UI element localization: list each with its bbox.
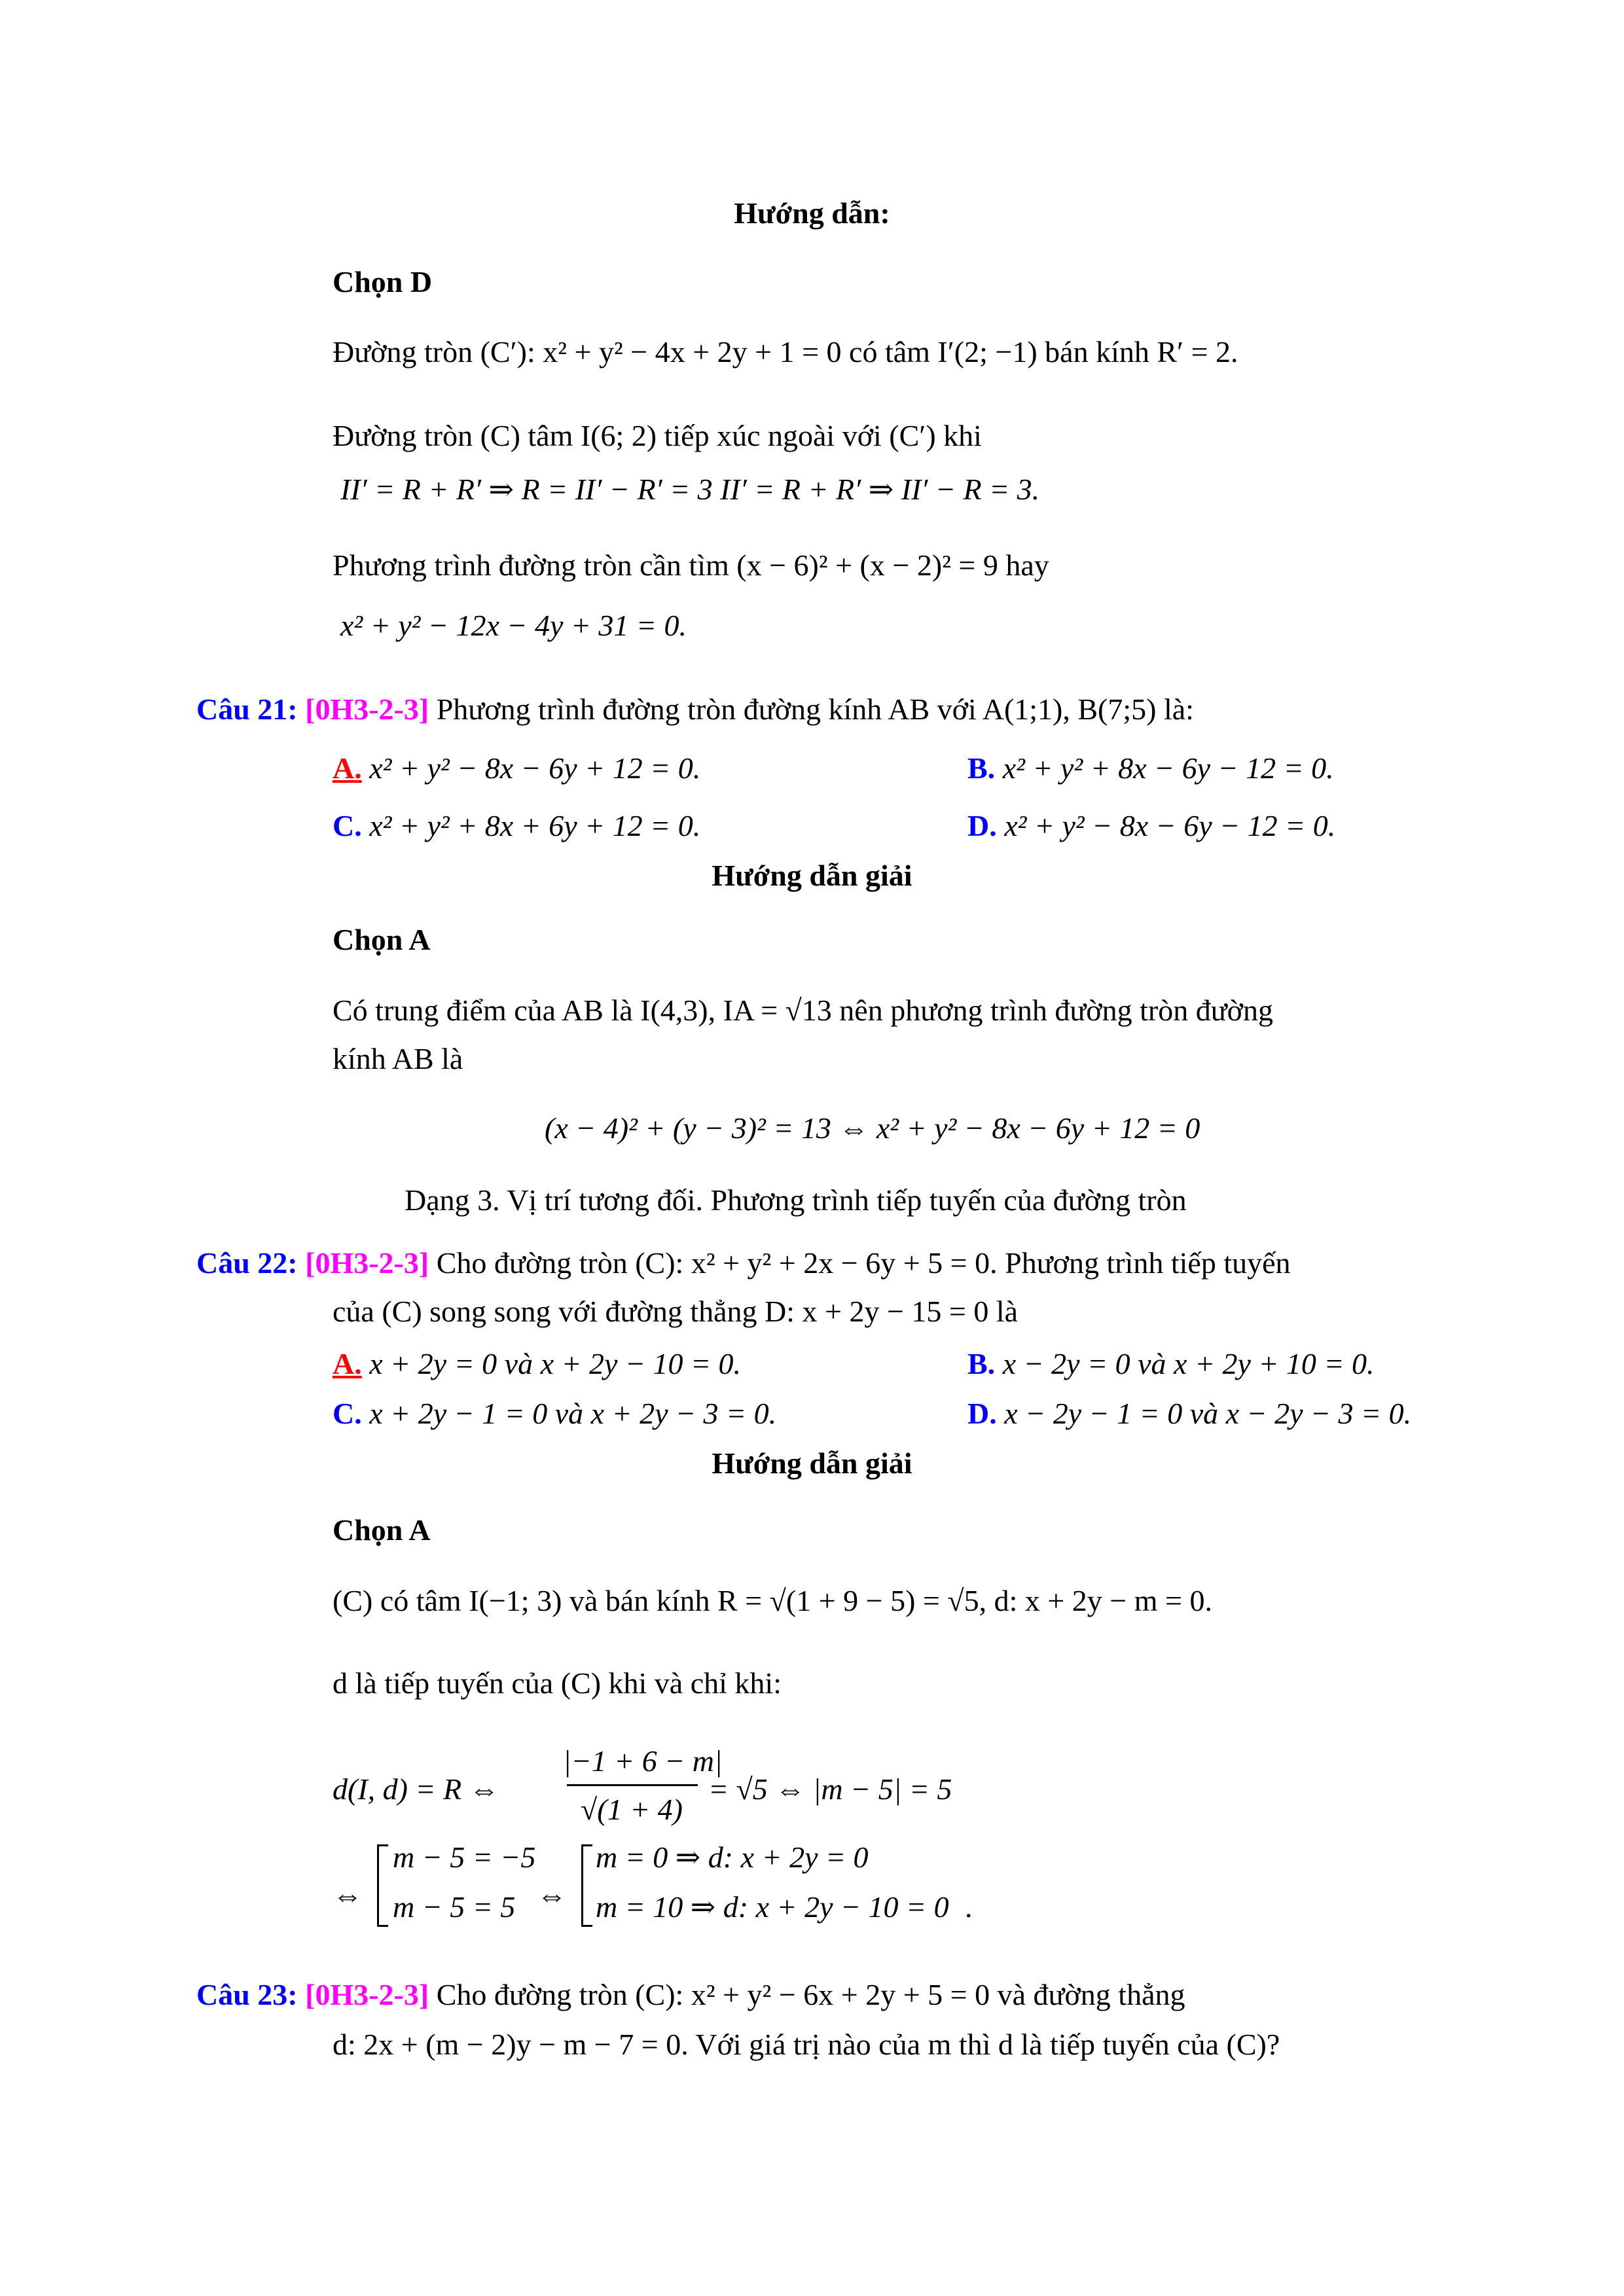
option-a <box>333 751 700 786</box>
solution-line: Có trung điểm của AB là I(4,3), IA = √13 nên phương trình đường tròn đường <box>333 994 1273 1027</box>
question-23 <box>196 1978 1185 2013</box>
case-line: m = 0 ⇒ d: x + 2y = 0 <box>596 1840 869 1874</box>
solution-heading: Hướng dẫn: <box>734 196 890 230</box>
choice-label: Chọn D <box>333 265 433 298</box>
option-text: x + 2y = 0 và x + 2y − 10 = 0. <box>369 1347 742 1380</box>
solution-heading: Hướng dẫn giải <box>712 1446 912 1480</box>
option-label: A. <box>333 1347 362 1380</box>
case-line: m − 5 = 5 <box>393 1890 516 1924</box>
question-code: [0H3-2-3] <box>305 1978 429 2011</box>
iff-symbol: ⇔ <box>537 1878 567 1912</box>
solution-line: Đường tròn (C) tâm I(6; 2) tiếp xúc ngoài với (C′) khi <box>333 419 982 452</box>
option-b <box>967 1347 1374 1382</box>
question-label: Câu 22: <box>196 1246 298 1280</box>
solution-heading: Hướng dẫn giải <box>712 859 912 892</box>
question-label: Câu 23: <box>196 1978 298 2011</box>
choice-label: Chọn A <box>333 1513 431 1547</box>
case-line: m − 5 = −5 <box>393 1840 536 1874</box>
solution-line: Phương trình đường tròn cần tìm (x − 6)² + (x − 2)² = 9 hay <box>333 548 1049 582</box>
option-d <box>967 809 1335 844</box>
question-code: [0H3-2-3] <box>305 692 429 726</box>
option-d <box>967 1397 1411 1431</box>
case-line: m = 10 ⇒ d: x + 2y − 10 = 0 <box>596 1890 949 1924</box>
option-text: x² + y² − 8x − 6y − 12 = 0. <box>1004 809 1336 842</box>
fraction-denominator: √(1 + 4) <box>581 1793 683 1826</box>
solution-line: (C) có tâm I(−1; 3) và bán kính R = √(1 + 9 − 5) = √5, d: x + 2y − m = 0. <box>333 1584 1212 1617</box>
question-text: Phương trình đường tròn đường kính AB với A(1;1), B(7;5) là: <box>436 692 1194 726</box>
question-text: Cho đường tròn (C): x² + y² + 2x − 6y + 5 = 0. Phương trình tiếp tuyến <box>436 1246 1291 1280</box>
option-label: C. <box>333 809 362 842</box>
iff-symbol: ⇔ <box>333 1878 363 1912</box>
solution-line: d là tiếp tuyến của (C) khi và chỉ khi: <box>333 1666 782 1700</box>
option-label: A. <box>333 751 362 785</box>
question-22 <box>196 1246 1291 1281</box>
distance-lhs: d(I, d) = R ⇔ <box>333 1772 499 1806</box>
option-label: B. <box>967 751 996 785</box>
solution-line: kính AB là <box>333 1042 463 1075</box>
choice-label: Chọn A <box>333 923 431 956</box>
question-text: của (C) song song với đường thẳng D: x + 2y − 15 = 0 là <box>333 1295 1019 1328</box>
option-c <box>333 809 700 844</box>
option-label: D. <box>967 1397 997 1430</box>
question-code: [0H3-2-3] <box>305 1246 429 1280</box>
option-c <box>333 1397 776 1431</box>
option-text: x + 2y − 1 = 0 và x + 2y − 3 = 0. <box>369 1397 777 1430</box>
option-label: B. <box>967 1347 996 1380</box>
option-label: C. <box>333 1397 362 1430</box>
solution-line: x² + y² − 12x − 4y + 31 = 0. <box>340 609 687 642</box>
fraction-numerator: |−1 + 6 − m| <box>563 1744 723 1778</box>
case-bracket <box>581 1844 592 1927</box>
option-text: x² + y² + 8x + 6y + 12 = 0. <box>369 809 701 842</box>
solution-line: II′ = R + R′ ⇒ R = II′ − R′ = 3 II′ = R + R′ ⇒ II′ − R = 3. <box>340 473 1040 506</box>
option-label: D. <box>967 809 997 842</box>
question-text: Cho đường tròn (C): x² + y² − 6x + 2y + 5 = 0 và đường thẳng <box>436 1978 1185 2011</box>
option-text: x² + y² − 8x − 6y + 12 = 0. <box>369 751 701 785</box>
option-text: x² + y² + 8x − 6y − 12 = 0. <box>1002 751 1334 785</box>
option-a <box>333 1347 741 1382</box>
case-bracket <box>377 1844 388 1927</box>
option-text: x − 2y = 0 và x + 2y + 10 = 0. <box>1002 1347 1375 1380</box>
solution-equation: (x − 4)² + (y − 3)² = 13 ⇔ x² + y² − 8x − 6y + 12 = 0 <box>545 1111 1200 1145</box>
question-label: Câu 21: <box>196 692 298 726</box>
fraction-bar <box>567 1784 698 1786</box>
question-21 <box>196 692 1194 727</box>
solution-line: Đường tròn (C′): x² + y² − 4x + 2y + 1 = 0 có tâm I′(2; −1) bán kính R′ = 2. <box>333 335 1238 368</box>
section-heading: Dạng 3. Vị trí tương đối. Phương trình tiếp tuyến của đường tròn <box>405 1183 1187 1217</box>
question-text: d: 2x + (m − 2)y − m − 7 = 0. Với giá trị nào của m thì d là tiếp tuyến của (C)? <box>333 2028 1280 2061</box>
distance-rhs: = √5 ⇔ |m − 5| = 5 <box>708 1772 952 1806</box>
option-text: x − 2y − 1 = 0 và x − 2y − 3 = 0. <box>1004 1397 1412 1430</box>
end-period: . <box>965 1890 973 1924</box>
option-b <box>967 751 1334 786</box>
